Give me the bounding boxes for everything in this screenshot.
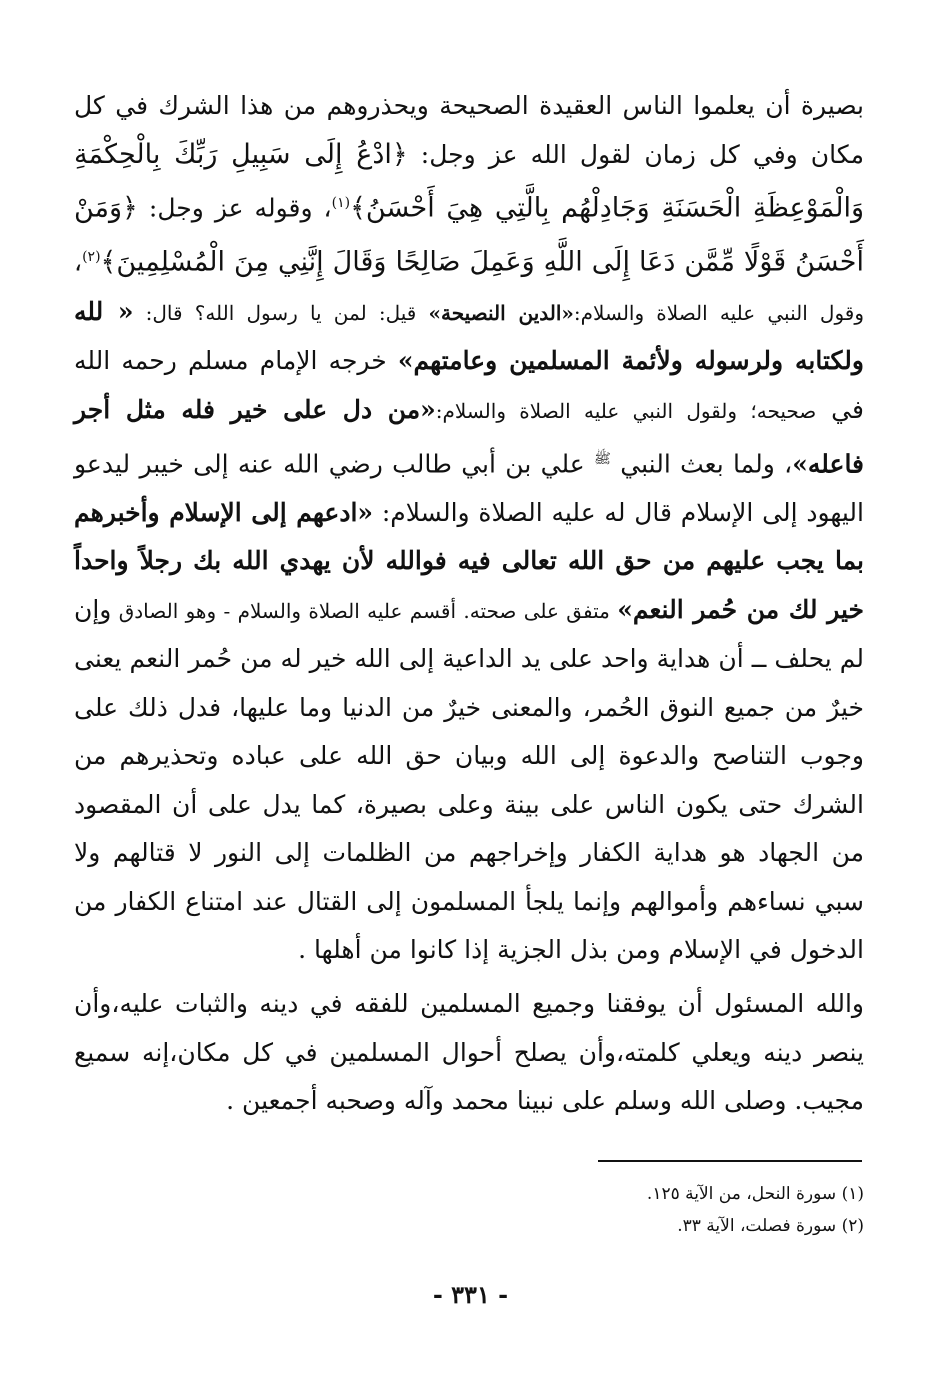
text-segment: وإن لم يحلف ــ أن هداية واحد على يد الداعية إلى الله خير له من حُمر النعم يعنى خيرٌ من جميع النوق الحُمر، والمعنى خيرٌ من الدنيا وما عليها، فدل ذلك على وجوب التناصح والدعوة إلى الله وبيان حق الله على عباده وتحذيرهم من الشرك حتى يكون الناس على بينة وعلى بصيرة، كما يدل على أن المقصود من الجهاد هو هداية الكفار وإخراجهم من الظلمات إلى النور لا قتالهم ولا سبي نساءهم وأموالهم وإنما يلجأ المسلمون إلى القتال عند امتناع الكفار من الدخول في الإسلام ومن بذل الجزية إذا كانوا من أهلها . bbox=[74, 594, 864, 965]
text-segment: علي بن أبي طالب رضي الله عنه إلى خيبر ليدعو اليهود إلى الإسلام قال له عليه الصلاة والسلام: bbox=[74, 449, 864, 527]
main-paragraph bbox=[74, 82, 864, 975]
quran-verse-nahl: ﴿ادْعُ إِلَى سَبِيلِ رَبِّكَ بِالْحِكْمَةِ وَالْمَوْعِظَةِ الْحَسَنَةِ وَجَادِلْهُم بِالَّتِي هِيَ أَحْسَنُ﴾ bbox=[74, 138, 864, 224]
text-segment: ، bbox=[74, 247, 83, 277]
salla-ligature: ﷺ bbox=[594, 451, 611, 468]
footnote-1: (١) سورة النحل، من الآية ١٢٥. bbox=[646, 1184, 864, 1204]
closing-paragraph: والله المسئول أن يوفقنا وجميع المسلمين للفقه في دينه والثبات عليه،وأن ينصر دينه ويعلي كلمته،وأن يصلح أحوال المسلمين في كل مكان،إنه سميع مجيب. وصلى الله وسلم على نبينا محمد وآله وصحبه أجمعين . bbox=[74, 989, 864, 1115]
quran-verse-fussilat: ﴿وَمَنْ أَحْسَنُ قَوْلًا مِّمَّن دَعَا إِلَى اللَّهِ وَعَمِلَ صَالِحًا وَقَالَ إِنَّنِي مِنَ الْمُسْلِمِينَ﴾ bbox=[74, 192, 864, 278]
text-segment: خرجه الإمام مسلم رحمه الله في bbox=[74, 346, 864, 424]
hadith-quote-nasiha: «الدين النصيحة» bbox=[428, 300, 574, 325]
text-segment: ، ولما بعث النبي bbox=[610, 449, 793, 479]
footnote-2: (٢) سورة فصلت، الآية ٣٣. bbox=[677, 1216, 864, 1236]
hadith-quote-dal-ala-khayr: «من دل على خير فله مثل أجر فاعله» bbox=[74, 394, 865, 479]
text-segment: صحيحه؛ ولقول النبي عليه الصلاة والسلام: bbox=[435, 398, 817, 423]
text-segment: وقول النبي عليه الصلاة والسلام: bbox=[573, 300, 865, 325]
footnote-ref-2: (٢) bbox=[82, 248, 101, 265]
footnote-separator bbox=[598, 1160, 862, 1162]
footnote-ref-1: (١) bbox=[331, 195, 351, 211]
hadith-quote-khaybar: «ادعهم إلى الإسلام وأخبرهم بما يجب عليهم من حق الله تعالى فيه فوالله لأن يهدي الله بك رجلاً واحداً خير لك من حُمر النعم» bbox=[74, 497, 864, 624]
text-segment: متفق على صحته. أقسم عليه الصلاة والسلام - وهو الصادق bbox=[111, 598, 618, 623]
hadith-quote-lillah: « لله ولكتابه ولرسوله ولأئمة المسلمين وعامتهم» bbox=[74, 296, 865, 376]
text-segment: بصيرة أن يعلموا الناس العقيدة الصحيحة ويحذروهم من هذا الشرك في كل مكان وفي كل زمان لقول الله عز وجل: bbox=[74, 91, 864, 169]
page-number: - ٣٣١ - bbox=[432, 1280, 509, 1309]
footnotes bbox=[74, 1178, 864, 1242]
text-segment: قيل: لمن يا رسول الله؟ قال: bbox=[133, 300, 429, 325]
text-segment: ، وقوله عز وجل: bbox=[137, 193, 332, 223]
